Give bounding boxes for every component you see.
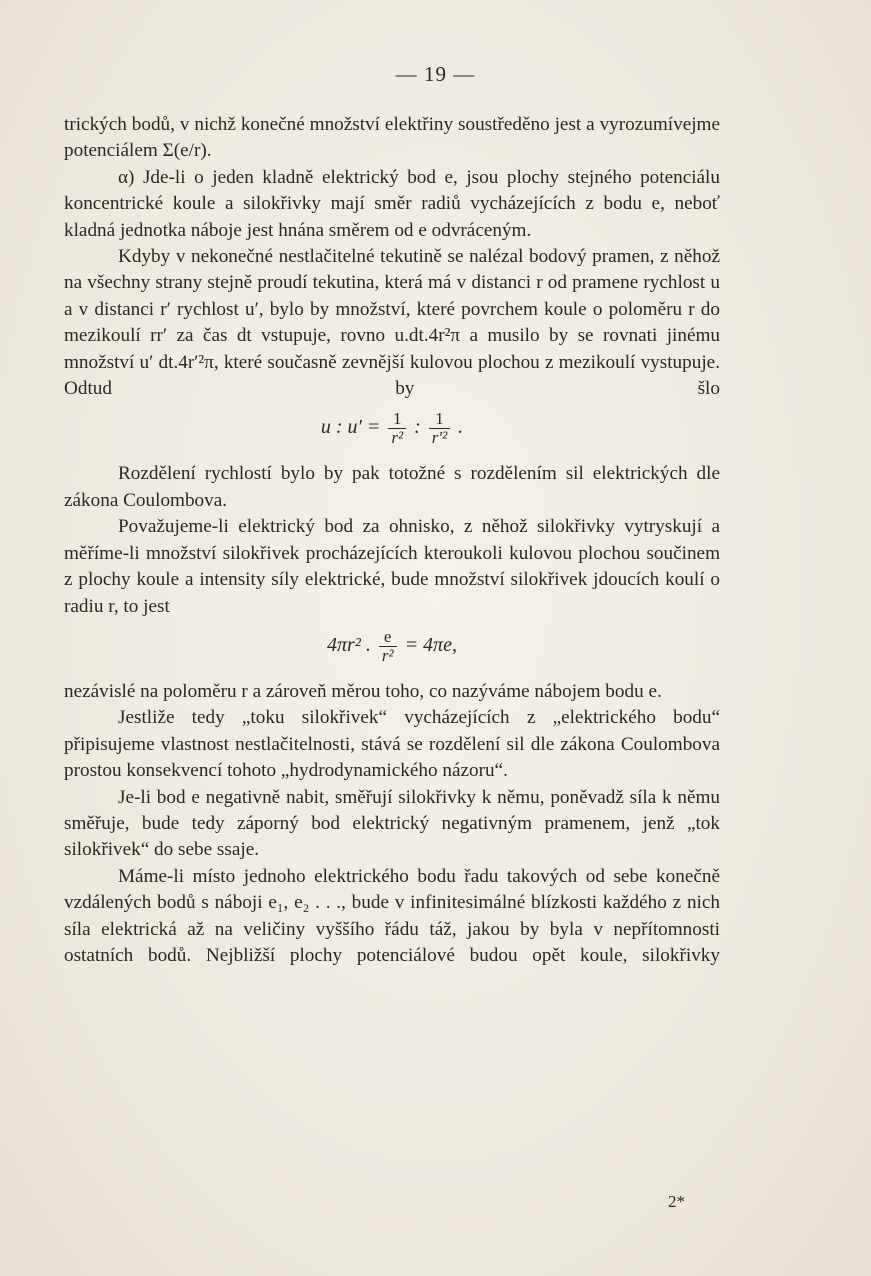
paragraph-9: Máme-li místo jednoho elektrického bodu řadu takových od sebe konečně vzdálených bodů s náboji e₁, e₂ . . ., bude v infinitesimálné blízkosti každého z nich síla elektrická až na veličiny vyššího řádu táž, jakou by byla v nepřítomnosti ostatních bodů. Nejbližší plochy potenciálové budou opět koule, silokřivky [64, 865, 720, 966]
fraction-1-numerator: 1 [392, 409, 402, 429]
paragraph-2: α) Jde-li o jeden kladně elektrický bod e, jsou plochy stejného potenciálu koncentrické koule a silokřivky mají směr radiů vycházejících z bodu e, neboť kladná jednotka náboje jest hnána směrem od e odvráceným. [64, 166, 720, 241]
paragraph-7: Jestliže tedy „toku silokřivek“ vycházejících z „elektrického bodu“ připisujeme vlastnost nestlačitelnosti, stává se rozdělení sil dle zákona Coulombova prostou konsekvencí tohoto „hydrodynamického názoru“. [64, 707, 720, 782]
formula-1-left: u : u′ = [320, 416, 381, 439]
fraction-1 [388, 410, 406, 447]
fraction-3-numerator: e [383, 626, 392, 646]
paragraph-6: nezávislé na poloměru r a zároveň měrou toho, co nazýváme nábojem bodu e. [64, 680, 662, 702]
page-number: — 19 — [395, 62, 476, 86]
paragraph-3: Kdyby v nekonečné nestlačitelné tekutině se nalézal bodový pramen, z něhož na všechny strany stejně proudí tekutina, která má v distanci r od pramene rychlost u a v distanci r′ rychlost u′, bylo by množství, které povrchem koule o poloměru r do mezikoulí rr′ za čas dt vstupuje, rovno u.dt.4r²π a musilo by se rovnati jinému množství u′ dt.4r′²π, které současně zevnější kulovou plochou z mezikoulí vystupuje. Odtud by šlo [64, 246, 720, 400]
signature-mark: 2* [668, 1192, 685, 1211]
formula-2-left: 4πr² . [327, 634, 371, 656]
formula-2-right: = 4πe, [404, 634, 457, 656]
paragraph-1: trických bodů, v nichž konečné množství elektřiny soustředěno jest a vyrozumívejme potenciálem Σ(e/r). [64, 114, 720, 162]
fraction-2 [429, 410, 450, 447]
fraction-2-numerator: 1 [435, 409, 444, 429]
paragraph-5: Považujeme-li elektrický bod za ohnisko, z něhož silokřivky vytryskují a měříme-li množství silokřivek procházejících kteroukoli kulovou plochou součinem z plochy koule a intensity síly elektrické, bude množství silokřivek jdoucích koulí o radiu r, to jest [64, 516, 720, 617]
formula-velocity-ratio [64, 410, 720, 447]
fraction-3 [379, 628, 397, 665]
formula-1-separator: : [414, 416, 421, 439]
fraction-3-denominator: r² [379, 646, 397, 665]
paragraph-4: Rozdělení rychlostí bylo by pak totožné s rozdělením sil elektrických dle zákona Coulombova. [64, 463, 720, 511]
formula-1-end: . [458, 416, 464, 439]
body-text [64, 112, 720, 969]
formula-flux [64, 628, 720, 665]
fraction-2-denominator: r′² [429, 428, 450, 447]
paragraph-8: Je-li bod e negativně nabit, směřují silokřivky k němu, poněvadž síla k němu směřuje, bude tedy záporný bod elektrický negativným pramenem, jenž „tok silokřivek“ do sebe ssaje. [64, 786, 720, 861]
fraction-1-denominator: r² [388, 428, 406, 447]
